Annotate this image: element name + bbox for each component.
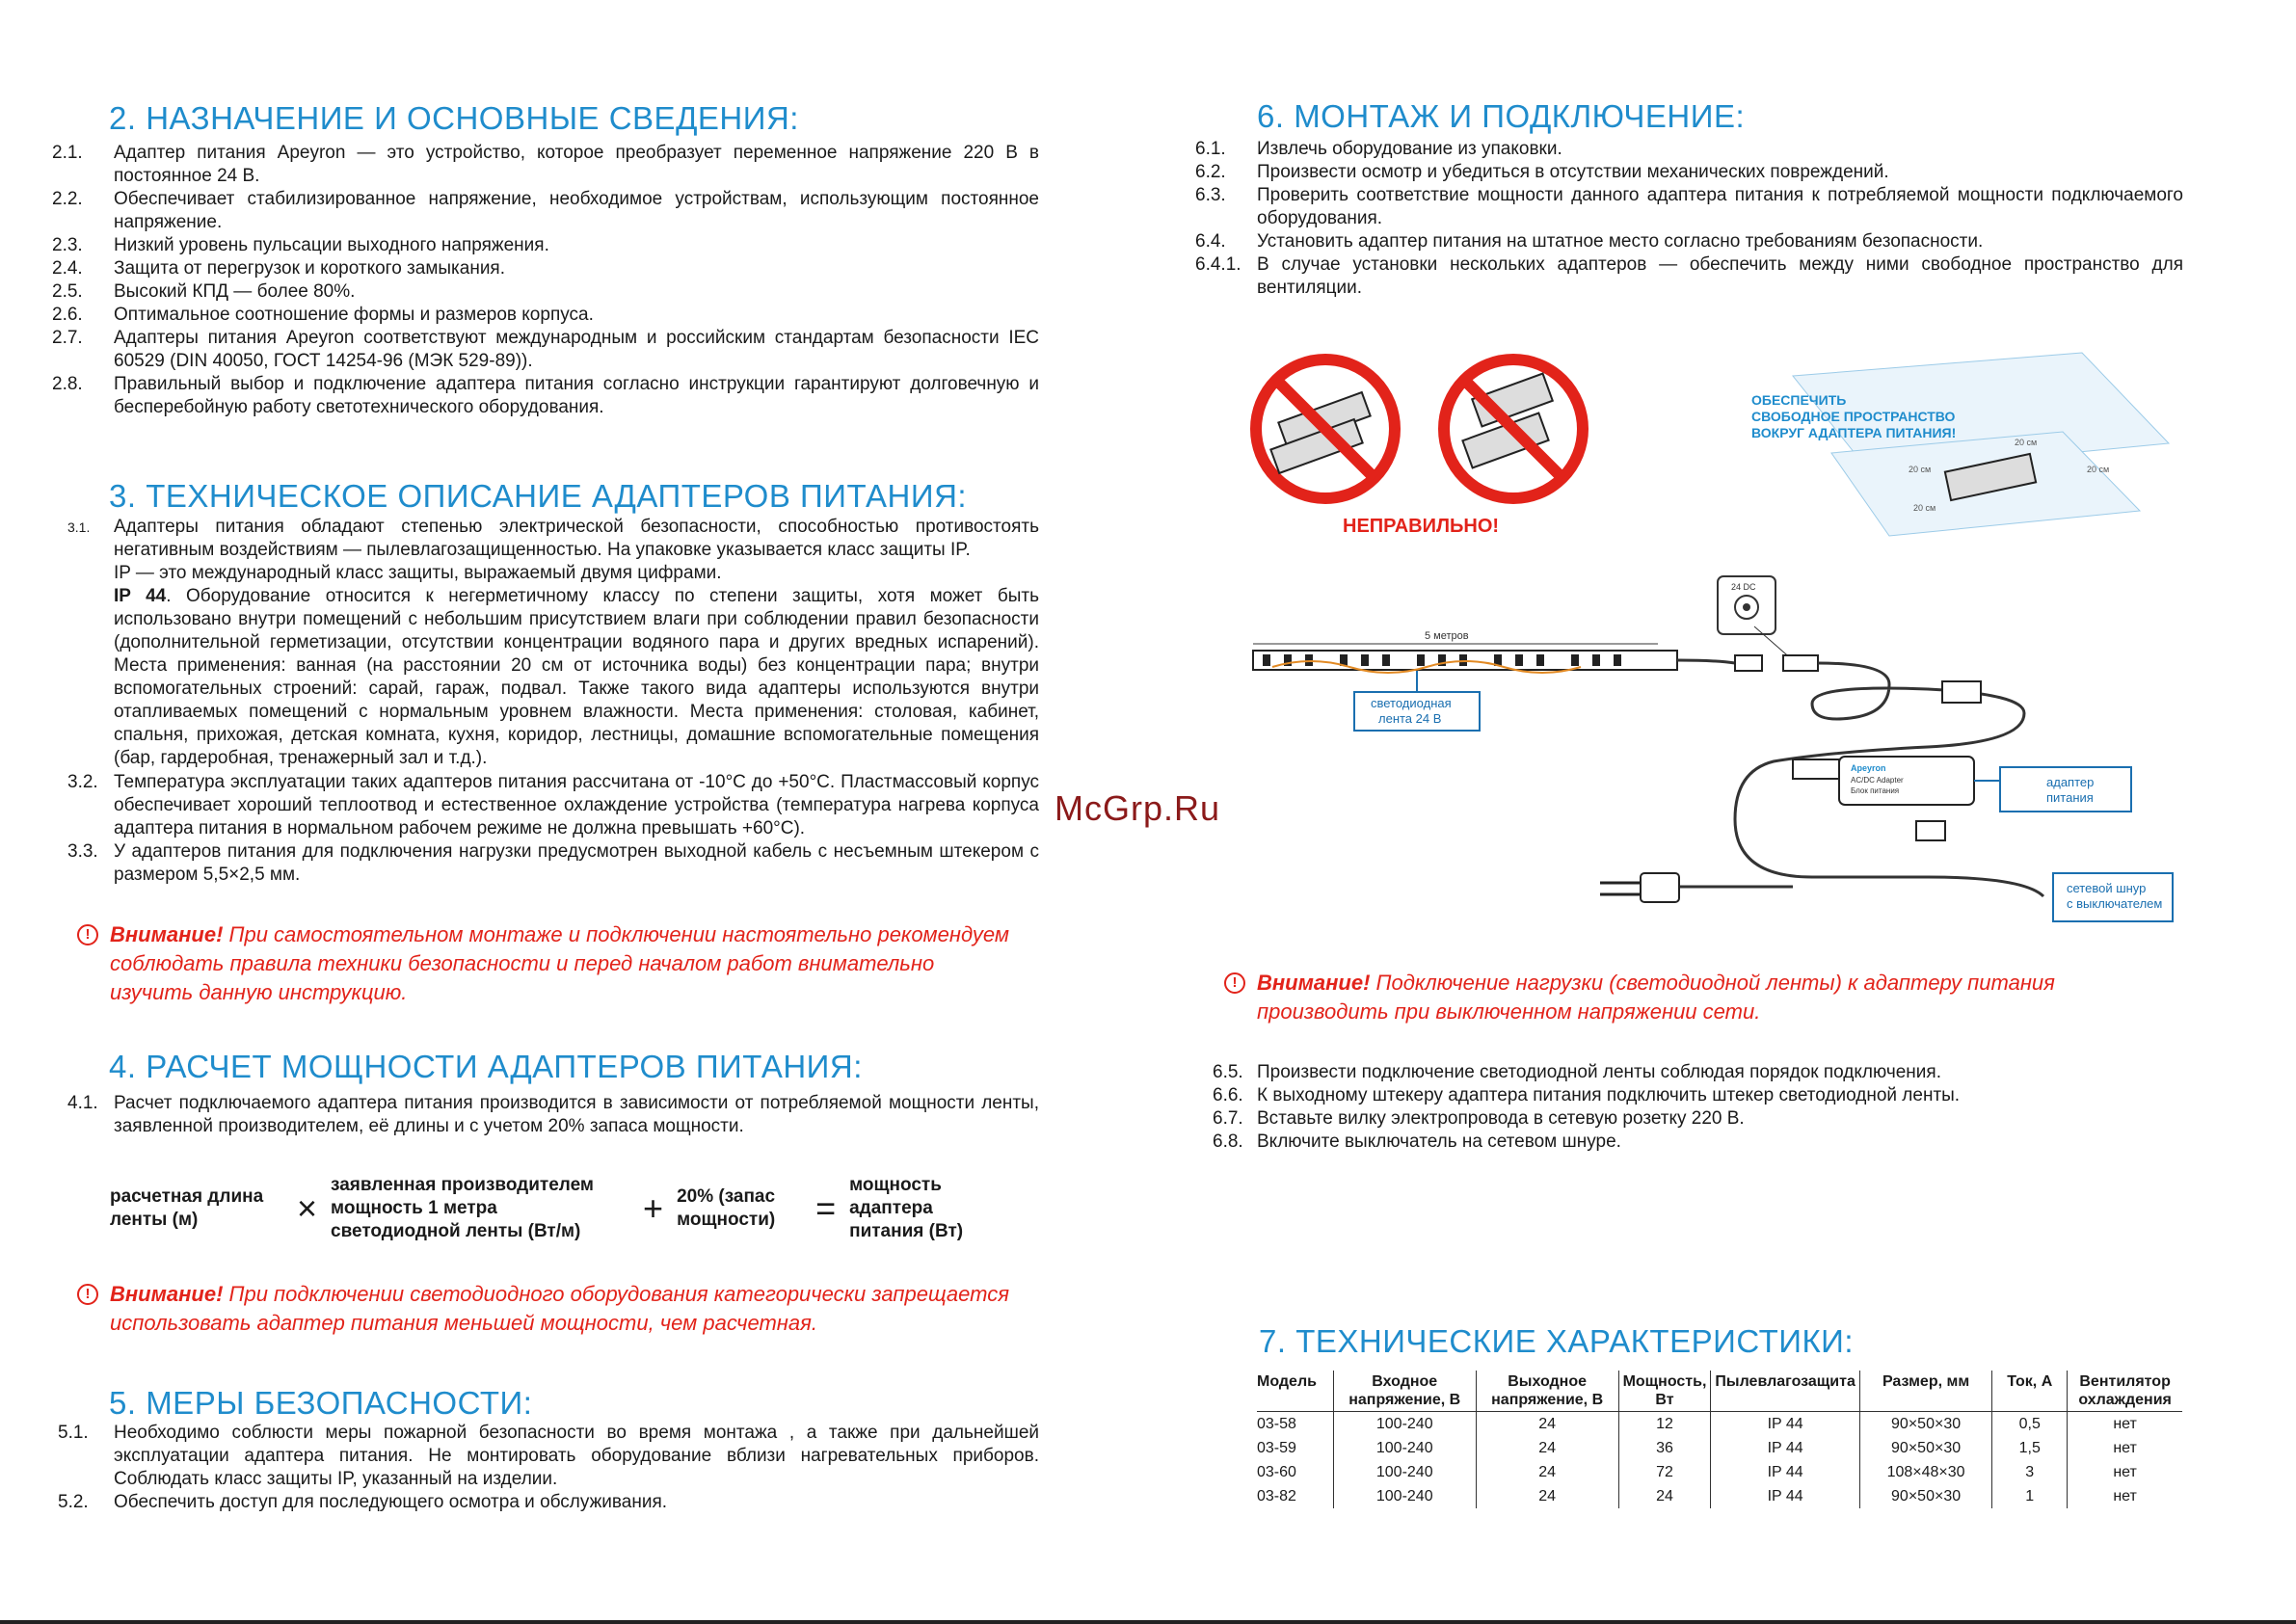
warning-text (110, 1280, 1022, 1338)
ip-definition: IP — это международный класс защиты, выражаемый двумя цифрами. (114, 563, 722, 583)
table-cell: 100-240 (1333, 1460, 1476, 1484)
table-cell: 12 (1618, 1412, 1711, 1437)
section-5-title: 5. МЕРЫ БЕЗОПАСНОСТИ: (109, 1385, 533, 1421)
item-text: Обеспечивает стабилизированное напряжение, необходимое устройствам, использующим постоянное напряжение. (114, 189, 1039, 232)
list-item (1195, 253, 2183, 300)
list-item (1195, 184, 2183, 230)
page-bottom-border (0, 1620, 2296, 1624)
cord-label-1: сетевой шнур (2067, 881, 2147, 895)
item-number: 2.8. (52, 374, 83, 394)
column-header: Вентилятор охлаждения (2068, 1371, 2182, 1412)
warning-box (77, 920, 1022, 1007)
item-text (114, 516, 1039, 770)
table-row (1257, 1484, 2182, 1508)
column-header: Ток, А (1992, 1371, 2068, 1412)
list-item (67, 516, 1039, 770)
table-cell: нет (2068, 1436, 2182, 1460)
ip-class-text: Адаптеры питания обладают степенью электрической безопасности, способностью противостоять негативным воздействиям — пылевлагозащищенностью. На упаковке указывается класс защиты IP. (114, 517, 1039, 560)
table-cell: 90×50×30 (1859, 1484, 1991, 1508)
list-item (67, 771, 1039, 840)
table-cell: нет (2068, 1460, 2182, 1484)
dim-label: 20 см (1909, 465, 1932, 474)
table-cell: 24 (1476, 1412, 1618, 1437)
table-cell: 03-59 (1257, 1440, 1296, 1456)
list-item (67, 840, 1039, 887)
table-cell: 03-82 (1257, 1488, 1296, 1504)
warning-label: Внимание! (110, 922, 224, 946)
strip-label-2: лента 24 В (1378, 711, 1442, 726)
table-cell: IP 44 (1711, 1484, 1859, 1508)
column-header: Размер, мм (1859, 1371, 1991, 1412)
table-cell: 24 (1476, 1484, 1618, 1508)
list-item (58, 1422, 1039, 1491)
adapter-case-text: Блок питания (1851, 786, 1900, 795)
item-text: Оптимальное соотношение формы и размеров корпуса. (114, 305, 594, 325)
item-text: В случае установки нескольких адаптеров — обеспечить между ними свободное пространство для вентиляции. (1257, 254, 2183, 298)
table-cell: IP 44 (1711, 1460, 1859, 1484)
warning-icon: ! (1224, 972, 1245, 994)
strip-label-1: светодиодная (1371, 696, 1452, 710)
cord-label-2: с выключателем (2067, 896, 2163, 911)
section-3-title: 3. ТЕХНИЧЕСКОЕ ОПИСАНИЕ АДАПТЕРОВ ПИТАНИЯ: (109, 478, 968, 514)
adapter-label-1: адаптер (2046, 775, 2095, 789)
table-cell: 100-240 (1333, 1484, 1476, 1508)
item-number: 5.2. (58, 1492, 89, 1512)
item-text: Низкий уровень пульсации выходного напряжения. (114, 235, 549, 255)
table-cell: 36 (1618, 1436, 1711, 1460)
table-cell: 1 (1992, 1484, 2068, 1508)
equals-sign: = (815, 1188, 837, 1228)
warning-box (77, 1280, 1022, 1338)
item-text: Произвести осмотр и убедиться в отсутствии механических повреждений. (1257, 162, 1889, 182)
item-number: 6.7. (1213, 1108, 1243, 1129)
list-item (58, 1491, 1039, 1514)
table-header-row (1257, 1371, 2182, 1412)
item-text: К выходному штекеру адаптера питания подключить штекер светодиодной ленты. (1257, 1085, 1961, 1105)
column-header: Выходное напряжение, В (1476, 1371, 1618, 1412)
installation-diagram (1195, 318, 2198, 935)
list-item (52, 280, 1039, 304)
table-row (1257, 1460, 2182, 1484)
item-text: Обеспечить доступ для последующего осмотра и обслуживания. (114, 1492, 668, 1512)
table-cell: 100-240 (1333, 1412, 1476, 1437)
item-number: 2.6. (52, 305, 83, 325)
item-number: 3.2. (67, 772, 98, 792)
table-cell: 03-58 (1257, 1416, 1296, 1432)
item-number: 6.8. (1213, 1131, 1243, 1152)
column-header: Пылевлагозащита (1711, 1371, 1859, 1412)
list-item (1195, 230, 2183, 253)
led-strip-illustration (1253, 630, 1762, 731)
table-cell: 90×50×30 (1859, 1436, 1991, 1460)
list-item (52, 373, 1039, 419)
item-number: 6.2. (1195, 162, 1226, 182)
specifications-table (1257, 1371, 2182, 1508)
list-item (67, 1092, 1039, 1138)
item-number: 2.2. (52, 189, 83, 209)
list-item (1195, 138, 2183, 161)
item-text: Необходимо соблюсти меры пожарной безопасности во время монтажа , а также при дальнейшей эксплуатации адаптера питания. Не монтировать оборудование вблизи нагревательных приборов. Соблюдать класс защиты IP, указанный на изделии. (114, 1423, 1039, 1489)
adapter-brand: Apeyron (1851, 763, 1886, 773)
item-number: 6.1. (1195, 139, 1226, 159)
space-label-3: ВОКРУГ АДАПТЕРА ПИТАНИЯ! (1751, 425, 1957, 440)
warning-message: При подключении светодиодного оборудования категорически запрещается использовать адаптер питания меньшей мощности, чем расчетная. (110, 1282, 1009, 1335)
item-text: Произвести подключение светодиодной ленты соблюдая порядок подключения. (1257, 1062, 1941, 1082)
item-text: Правильный выбор и подключение адаптера питания согласно инструкции гарантируют долговечную и бесперебойную работу светотехнического оборудования. (114, 374, 1039, 417)
list-item (52, 304, 1039, 327)
formula-result: мощность адаптера питания (Вт) (849, 1175, 964, 1241)
item-number: 6.5. (1213, 1062, 1243, 1082)
ip44-description: . Оборудование относится к негерметичному классу по степени защиты, хотя может быть использовано внутри помещений с небольшим присутствием влаги при соблюдении правил безопасности (дополнительной герметизации, отсутствии концентрации водяного пара и других вредных испарений). Места применения: ванная (на расстоянии 20 см от источника воды) без концентрации пара; внутри вспомогательных строений: сарай, гараж, подвал. Также такого вида адаптеры используются внутри отапливаемых помещений с нормальным уровнем влажности. Места применения: столовая, кабинет, спальня, прихожая, детская комната, кухня, коридор, лестницы, домашние вспомогательные помещения (бар, гардеробная, тренажерный зал и т.д.). (114, 586, 1039, 768)
jack-label: 24 DC (1731, 582, 1756, 592)
item-text: У адаптеров питания для подключения нагрузки предусмотрен выходной кабель с несъемным штекером с размером 5,5×2,5 мм. (114, 841, 1039, 885)
warning-box (1224, 969, 2188, 1026)
item-text: Высокий КПД — более 80%. (114, 281, 356, 302)
section-4-title: 4. РАСЧЕТ МОЩНОСТИ АДАПТЕРОВ ПИТАНИЯ: (109, 1049, 863, 1084)
warning-text (110, 920, 1022, 1007)
table-cell: 108×48×30 (1859, 1460, 1991, 1484)
table-cell: нет (2068, 1412, 2182, 1437)
dim-label: 20 см (1913, 503, 1936, 513)
adapter-label-2: питания (2046, 790, 2094, 805)
formula-length: расчетная длина ленты (м) (110, 1186, 264, 1230)
table-cell: 3 (1992, 1460, 2068, 1484)
list-item (1213, 1107, 2183, 1131)
column-header: Мощность, Вт (1618, 1371, 1711, 1412)
table-cell: 90×50×30 (1859, 1412, 1991, 1437)
item-number: 2.4. (52, 258, 83, 279)
table-cell: 0,5 (1992, 1412, 2068, 1437)
item-number: 4.1. (67, 1093, 98, 1113)
warning-label: Внимание! (1257, 971, 1371, 995)
item-number: 3.1. (67, 519, 91, 535)
plus-sign: + (643, 1188, 664, 1228)
table-row (1257, 1412, 2182, 1437)
multiply-sign: × (297, 1188, 318, 1228)
item-text: Защита от перегрузок и короткого замыкания. (114, 258, 506, 279)
item-number: 5.1. (58, 1423, 89, 1443)
item-text: Установить адаптер питания на штатное место согласно требованиям безопасности. (1257, 231, 1984, 252)
table-cell: 1,5 (1992, 1436, 2068, 1460)
list-item (1213, 1084, 2183, 1107)
warning-icon: ! (77, 1284, 98, 1305)
item-text: Включите выключатель на сетевом шнуре. (1257, 1131, 1621, 1152)
dim-label: 20 см (2087, 465, 2110, 474)
item-number: 6.4. (1195, 231, 1226, 252)
column-header: Модель (1257, 1371, 1333, 1412)
item-number: 2.1. (52, 143, 83, 163)
wrong-stacked-icon (1256, 359, 1395, 498)
table-row (1257, 1436, 2182, 1460)
section-6-title: 6. МОНТАЖ И ПОДКЛЮЧЕНИЕ: (1257, 98, 1746, 134)
list-item (1195, 161, 2183, 184)
column-header: Входное напряжение, В (1333, 1371, 1476, 1412)
item-number: 3.3. (67, 841, 98, 862)
space-label-2: СВОБОДНОЕ ПРОСТРАНСТВО (1751, 409, 1956, 424)
item-number: 2.7. (52, 328, 83, 348)
item-text: Адаптер питания Apeyron — это устройство, которое преобразует переменное напряжение 220 В в постоянное 24 В. (114, 143, 1039, 186)
strip-length-label: 5 метров (1425, 630, 1469, 642)
item-number: 6.6. (1213, 1085, 1243, 1105)
item-text: Адаптеры питания Apeyron соответствуют международным и российским стандартам безопасности IEC 60529 (DIN 40050, ГОСТ 14254-96 (МЭК 529-89)). (114, 328, 1039, 371)
warning-text (1257, 969, 2188, 1026)
item-number: 6.3. (1195, 185, 1226, 205)
item-text: Извлечь оборудование из упаковки. (1257, 139, 1562, 159)
warning-label: Внимание! (110, 1282, 224, 1306)
table-cell: 03-60 (1257, 1464, 1296, 1480)
power-formula (110, 1174, 994, 1243)
list-item (1213, 1061, 2183, 1084)
list-item (52, 257, 1039, 280)
wrong-touching-icon (1444, 359, 1583, 498)
warning-message: Подключение нагрузки (светодиодной ленты) к адаптеру питания производить при выключенном напряжении сети. (1257, 971, 2055, 1024)
watermark: McGrp.Ru (1055, 788, 1221, 828)
table-cell: IP 44 (1711, 1436, 1859, 1460)
adapter-case-text: AC/DC Adapter (1851, 776, 1904, 785)
section-2-title: 2. НАЗНАЧЕНИЕ И ОСНОВНЫЕ СВЕДЕНИЯ: (109, 100, 799, 136)
warning-message: При самостоятельном монтаже и подключении настоятельно рекомендуем соблюдать правила техники безопасности и перед началом работ внимательно изучить данную инструкцию. (110, 922, 1009, 1004)
table-cell: 24 (1476, 1436, 1618, 1460)
table-cell: нет (2068, 1484, 2182, 1508)
table-cell: IP 44 (1711, 1412, 1859, 1437)
table-cell: 72 (1618, 1460, 1711, 1484)
item-text: Вставьте вилку электропровода в сетевую розетку 220 В. (1257, 1108, 1745, 1129)
dim-label: 20 см (2015, 438, 2038, 447)
table-cell: 24 (1618, 1484, 1711, 1508)
section-7-title: 7. ТЕХНИЧЕСКИЕ ХАРАКТЕРИСТИКИ: (1259, 1323, 1855, 1359)
item-number: 2.5. (52, 281, 83, 302)
adapter-illustration (1600, 576, 2173, 921)
item-number: 2.3. (52, 235, 83, 255)
item-text: Проверить соответствие мощности данного адаптера питания к потребляемой мощности подключаемого оборудования. (1257, 185, 2183, 228)
ip44-label: IP 44 (114, 586, 167, 606)
list-item (52, 142, 1039, 188)
item-text: Расчет подключаемого адаптера питания производится в зависимости от потребляемой мощности ленты, заявленной производителем, её длины и с учетом 20% запаса мощности. (114, 1093, 1039, 1136)
space-label-1: ОБЕСПЕЧИТЬ (1751, 392, 1847, 408)
table-cell: 100-240 (1333, 1436, 1476, 1460)
free-space-illustration (1751, 353, 2169, 536)
item-number: 6.4.1. (1195, 254, 1241, 275)
item-text: Температура эксплуатации таких адаптеров питания рассчитана от -10°С до +50°С. Пластмассовый корпус обеспечивает хороший теплоотвод и естественное охлаждение устройства (температура нагрева корпуса адаптера питания в нормальном рабочем режиме не должна превышать +60°С). (114, 772, 1039, 839)
list-item (52, 327, 1039, 373)
list-item (52, 234, 1039, 257)
formula-power-per-meter: заявленная производителем мощность 1 метра светодиодной ленты (Вт/м) (331, 1175, 594, 1241)
list-item (1213, 1131, 2183, 1154)
warning-icon: ! (77, 924, 98, 945)
list-item (52, 188, 1039, 234)
formula-reserve: 20% (запас мощности) (677, 1186, 776, 1230)
table-cell: 24 (1476, 1460, 1618, 1484)
wrong-label: НЕПРАВИЛЬНО! (1343, 516, 1500, 537)
